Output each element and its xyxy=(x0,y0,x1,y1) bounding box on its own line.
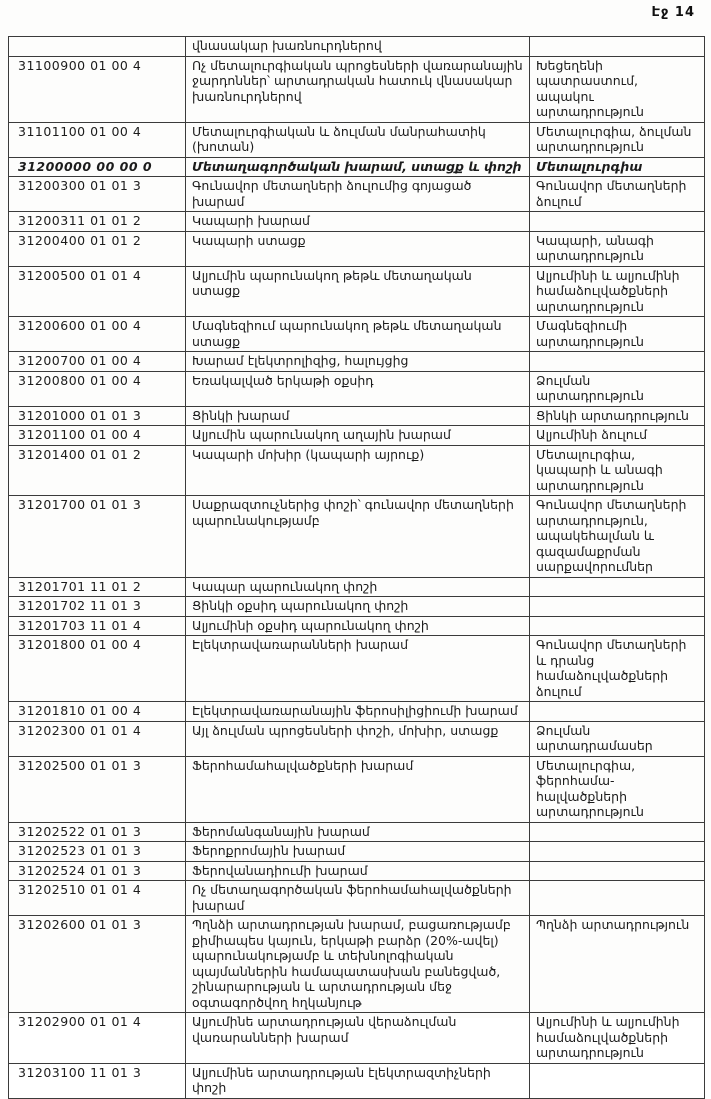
cell-note xyxy=(530,702,705,722)
cell-note xyxy=(530,861,705,881)
cell-note xyxy=(530,822,705,842)
cell-desc: Կապարի մոխիր (կապարի այրուք) xyxy=(186,445,530,496)
table-row xyxy=(9,577,705,597)
table-row xyxy=(9,916,705,1013)
cell-code: 31100900 01 00 4 xyxy=(9,56,186,122)
cell-code: 31202500 01 01 3 xyxy=(9,756,186,822)
cell-desc: Ալյումինե արտադրության էլեկտրազտիչների փոշի xyxy=(186,1063,530,1098)
cell-note: Կապարի, անագի արտադրություն xyxy=(530,231,705,266)
table-row xyxy=(9,597,705,617)
cell-note: Ալյումինի և ալյումինի համաձուլվածքների արտադրություն xyxy=(530,266,705,317)
cell-desc: Ցինկի խարամ xyxy=(186,406,530,426)
table-row xyxy=(9,177,705,212)
table-row xyxy=(9,37,705,57)
cell-code: 31201000 01 01 3 xyxy=(9,406,186,426)
cell-desc: Ալյումին պարունակող թեթև մետաղական ստացք xyxy=(186,266,530,317)
cell-desc: Ոչ մետալուրգիական պրոցեսների վառարանային ջարդոններ՝ արտադրական հատուկ վնասակար խառնուրդներով xyxy=(186,56,530,122)
cell-code: 31200311 01 01 2 xyxy=(9,212,186,232)
cell-note: Ձուլման արտադրություն xyxy=(530,371,705,406)
table-row xyxy=(9,822,705,842)
cell-note: Գունավոր մետաղների արտադրություն, ապակեհալման և գազամաքրման սարքավորումներ xyxy=(530,496,705,578)
cell-note: Խեցեղենի պատրաստում, ապակու արտադրություն xyxy=(530,56,705,122)
table-row xyxy=(9,702,705,722)
cell-desc: Ֆերոմանգանային խարամ xyxy=(186,822,530,842)
cell-code: 31200800 01 00 4 xyxy=(9,371,186,406)
table-row xyxy=(9,1063,705,1098)
cell-desc: Ալյումին պարունակող աղային խարամ xyxy=(186,426,530,446)
cell-code: 31200600 01 00 4 xyxy=(9,317,186,352)
cell-code: 31202522 01 01 3 xyxy=(9,822,186,842)
table-row xyxy=(9,756,705,822)
cell-code: 31200000 00 00 0 xyxy=(9,157,186,177)
table-row xyxy=(9,317,705,352)
cell-note: Մետալուրգիա, ձուլման արտադրություն xyxy=(530,122,705,157)
table-row xyxy=(9,426,705,446)
cell-note: Ալյումինի և ալյումինի համաձուլվածքների արտադրություն xyxy=(530,1013,705,1064)
table-row xyxy=(9,1013,705,1064)
cell-note xyxy=(530,577,705,597)
cell-note xyxy=(530,842,705,862)
cell-note xyxy=(530,1063,705,1098)
cell-note: Պղնձի արտադրություն xyxy=(530,916,705,1013)
cell-desc: Էլեկտրավառարանների խարամ xyxy=(186,636,530,702)
cell-desc: Էլեկտրավառարանային ֆերոսիլիցիումի խարամ xyxy=(186,702,530,722)
cell-code: 31200300 01 01 3 xyxy=(9,177,186,212)
cell-desc: Ֆերովանադիումի խարամ xyxy=(186,861,530,881)
cell-code: 31201701 11 01 2 xyxy=(9,577,186,597)
cell-desc: Գունավոր մետաղների ձուլումից գոյացած խարամ xyxy=(186,177,530,212)
table-row xyxy=(9,445,705,496)
cell-code: 31201100 01 00 4 xyxy=(9,426,186,446)
cell-code: 31202510 01 01 4 xyxy=(9,881,186,916)
cell-code: 31202600 01 01 3 xyxy=(9,916,186,1013)
cell-code: 31201702 11 01 3 xyxy=(9,597,186,617)
cell-code xyxy=(9,37,186,57)
table-row xyxy=(9,616,705,636)
cell-code: 31200400 01 01 2 xyxy=(9,231,186,266)
cell-desc: Ոչ մետաղագործական ֆերոհամահալվածքների խարամ xyxy=(186,881,530,916)
table-row xyxy=(9,842,705,862)
cell-note xyxy=(530,881,705,916)
cell-note xyxy=(530,37,705,57)
cell-desc: Սաքրազտուչներից փոշի՝ գունավոր մետաղների պարունակությամբ xyxy=(186,496,530,578)
table-row xyxy=(9,157,705,177)
cell-desc: Ֆերոհամահալվածքների խարամ xyxy=(186,756,530,822)
cell-note: Ցինկի արտադրություն xyxy=(530,406,705,426)
cell-desc: Ալյումինե արտադրության վերաձուլման վառարանների խարամ xyxy=(186,1013,530,1064)
page-number: Էջ 14 xyxy=(651,5,695,20)
cell-note xyxy=(530,212,705,232)
cell-desc: վնասակար խառնուրդներով xyxy=(186,37,530,57)
cell-note: Մետալուրգիա, կապարի և անագի արտադրություն xyxy=(530,445,705,496)
cell-note: Գունավոր մետաղների ձուլում xyxy=(530,177,705,212)
table-row xyxy=(9,371,705,406)
cell-desc: Կապար պարունակող փոշի xyxy=(186,577,530,597)
cell-code: 31101100 01 00 4 xyxy=(9,122,186,157)
cell-code: 31202523 01 01 3 xyxy=(9,842,186,862)
table-row xyxy=(9,496,705,578)
table-row xyxy=(9,231,705,266)
waste-classification-table xyxy=(8,36,705,1099)
table-row xyxy=(9,352,705,372)
cell-code: 31201703 11 01 4 xyxy=(9,616,186,636)
cell-note: Մետալուրգիա, ֆերոհամա-հալվածքների արտադրություն xyxy=(530,756,705,822)
cell-code: 31203100 11 01 3 xyxy=(9,1063,186,1098)
cell-code: 31201800 01 00 4 xyxy=(9,636,186,702)
cell-note: Մագնեզիումի արտադրություն xyxy=(530,317,705,352)
table-row xyxy=(9,122,705,157)
cell-code: 31202900 01 01 4 xyxy=(9,1013,186,1064)
table-row xyxy=(9,212,705,232)
cell-desc: Ալյումինի օքսիդ պարունակող փոշի xyxy=(186,616,530,636)
table-row xyxy=(9,266,705,317)
cell-desc: Ֆերոքրոմային խարամ xyxy=(186,842,530,862)
cell-desc: Կապարի ստացք xyxy=(186,231,530,266)
cell-note xyxy=(530,352,705,372)
cell-desc: Եռակալված երկաթի օքսիդ xyxy=(186,371,530,406)
table-row xyxy=(9,881,705,916)
cell-code: 31201700 01 01 3 xyxy=(9,496,186,578)
cell-note xyxy=(530,597,705,617)
cell-desc: Խարամ էլեկտրոլիզից, հալույցից xyxy=(186,352,530,372)
table-row xyxy=(9,406,705,426)
cell-code: 31201400 01 01 2 xyxy=(9,445,186,496)
table-row xyxy=(9,721,705,756)
cell-desc: Մետալուրգիական և ձուլման մանրահատիկ (խոտան) xyxy=(186,122,530,157)
table-body xyxy=(9,37,705,1099)
cell-note: Գունավոր մետաղների և դրանց համաձուլվածքների ձուլում xyxy=(530,636,705,702)
cell-code: 31202524 01 01 3 xyxy=(9,861,186,881)
cell-desc: Ցինկի օքսիդ պարունակող փոշի xyxy=(186,597,530,617)
cell-note: Ձուլման արտադրամասեր xyxy=(530,721,705,756)
cell-note: Մետալուրգիա xyxy=(530,157,705,177)
cell-desc: Մետաղագործական խարամ, ստացք և փոշի xyxy=(186,157,530,177)
cell-desc: Պղնձի արտադրության խարամ, բացառությամբ քիմիապես կայուն, երկաթի բարձր (20%-ավել) պարունակությամբ և տեխնոլոգիական պայմաններին համապատասխան բանեցված, շինարարության և արտադրության մեջ օգտագործվող հղկանյութ xyxy=(186,916,530,1013)
table-row xyxy=(9,636,705,702)
table-row xyxy=(9,861,705,881)
cell-desc: Այլ ձուլման պրոցեսների փոշի, մոխիր, ստացք xyxy=(186,721,530,756)
cell-note: Ալյումինի ձուլում xyxy=(530,426,705,446)
cell-code: 31202300 01 01 4 xyxy=(9,721,186,756)
cell-desc: Մագնեզիում պարունակող թեթև մետաղական ստացք xyxy=(186,317,530,352)
cell-note xyxy=(530,616,705,636)
cell-code: 31200700 01 00 4 xyxy=(9,352,186,372)
cell-desc: Կապարի խարամ xyxy=(186,212,530,232)
cell-code: 31201810 01 00 4 xyxy=(9,702,186,722)
table-row xyxy=(9,56,705,122)
cell-code: 31200500 01 01 4 xyxy=(9,266,186,317)
